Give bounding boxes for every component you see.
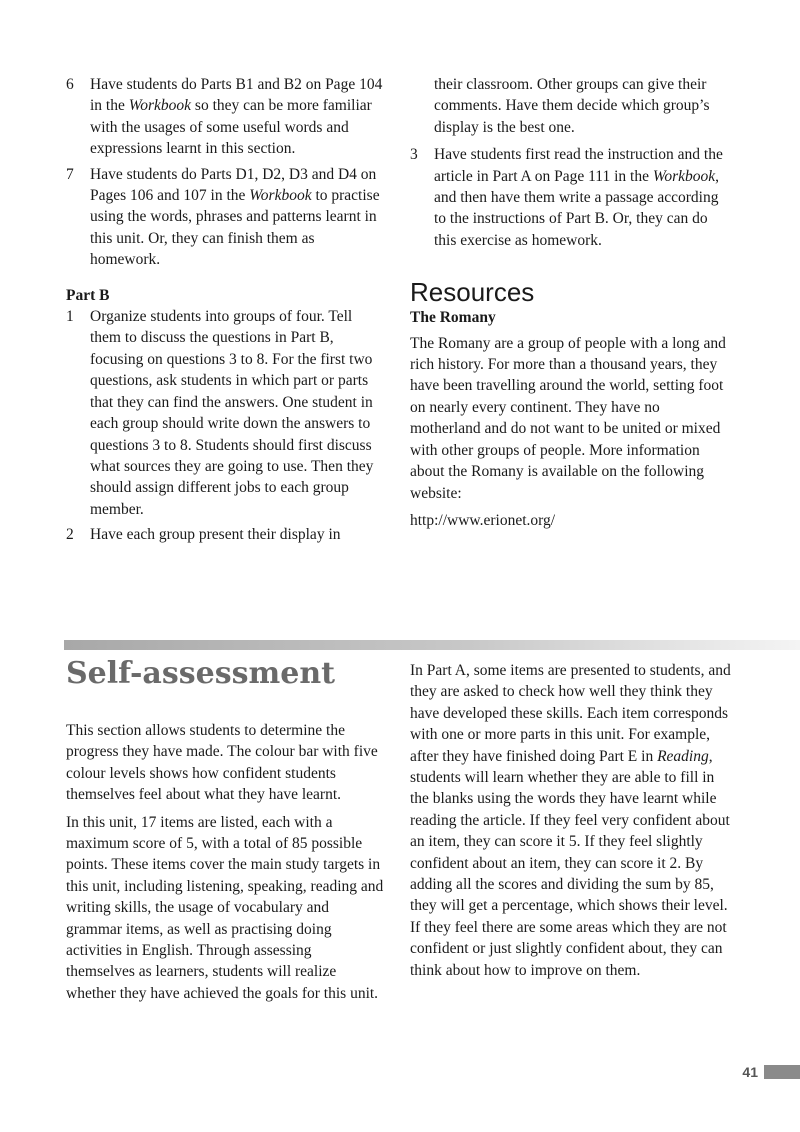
part-b-heading: Part B	[66, 286, 110, 304]
list-item-continuation	[410, 74, 732, 138]
resources-title: Resources	[410, 277, 535, 308]
item-text: Have students first read the instruction and the article in Part A on Page 111 in the Workbook, and then have them write a passage according to the instructions of Part B. Or, they can do this exercise as homework.	[434, 146, 723, 249]
item-text: Have each group present their display in	[90, 526, 341, 544]
paragraph: In Part A, some items are presented to students, and they are asked to check how well they think they have developed these skills. Each item corresponds with one or more parts in this unit. For example, after they have finished doing Part E in Reading, students will learn whether they are able to fill in the blanks using the words they have learnt while reading the article. If they feel very confident about an item, they can score it 5. If they feel slightly confident about an item, they can score it 2. By adding all the scores and dividing the sum by 85, they will get a percentage, which shows their level. If they feel there are some areas which they are not confident or just slightly confident about, they can think about how to improve on them.	[410, 662, 731, 979]
item-text: Have students do Parts B1 and B2 on Page 104 in the Workbook so they can be more familiar with the usages of some useful words and expressions learnt in this section.	[90, 76, 383, 158]
self-assessment-right-column	[410, 660, 732, 981]
item-number: 3	[410, 146, 418, 164]
item-text: Organize students into groups of four. Tell them to discuss the questions in Part B, focusing on questions 3 to 8. For the first two questions, ask students in which part or parts that they can find the answers. One student in each group should write down the answers to questions 3 to 8. Students should first discuss what sources they are going to use. Then they should assign different jobs to each group member.	[90, 308, 374, 518]
self-assessment-left-column	[66, 720, 384, 1010]
continuation-text: their classroom. Other groups can give their comments. Have them decide which group’s display is the best one.	[434, 76, 710, 136]
page-number-tab	[742, 1064, 800, 1080]
list-item	[66, 306, 384, 520]
item-text: Have students do Parts D1, D2, D3 and D4 on Pages 106 and 107 in the Workbook to practise using the words, phrases and patterns learnt in this unit. Or, they can finish them as homework.	[90, 165, 380, 269]
self-assessment-title: Self-assessment	[66, 656, 336, 691]
item-number: 6	[66, 76, 74, 93]
list-item	[66, 164, 384, 271]
paragraph: This section allows students to determine the progress they have made. The colour bar with five colour levels shows how confident students themselves feel about what they have learnt.	[66, 722, 378, 804]
romany-heading: The Romany	[410, 309, 496, 327]
website-link[interactable]: http://www.erionet.org/	[410, 511, 556, 529]
top-left-column	[66, 74, 384, 550]
page-number: 41	[742, 1064, 758, 1080]
paragraph: In this unit, 17 items are listed, each with a maximum score of 5, with a total of 85 possible points. These items cover the main study targets in this unit, including listening, speaking, reading and writing skills, the usage of vocabulary and grammar items, as well as practising doing activities in English. Through assessing themselves as learners, students will realize whether they have achieved the goals for this unit.	[66, 813, 384, 1002]
list-item	[66, 74, 384, 160]
top-right-column	[410, 74, 732, 531]
item-number: 7	[66, 165, 74, 183]
page-tab-bar	[764, 1065, 800, 1079]
list-item	[410, 144, 732, 251]
list-item	[66, 524, 384, 545]
item-number: 2	[66, 526, 74, 544]
romany-text: The Romany are a group of people with a long and rich history. For more than a thousand years, they have been travelling around the world, setting foot on nearly every continent. They have no motherland and do not want to be united or mixed with other groups of people. More information about the Romany is available on the following website:	[410, 334, 726, 502]
item-number: 1	[66, 308, 74, 326]
section-divider	[64, 640, 800, 650]
